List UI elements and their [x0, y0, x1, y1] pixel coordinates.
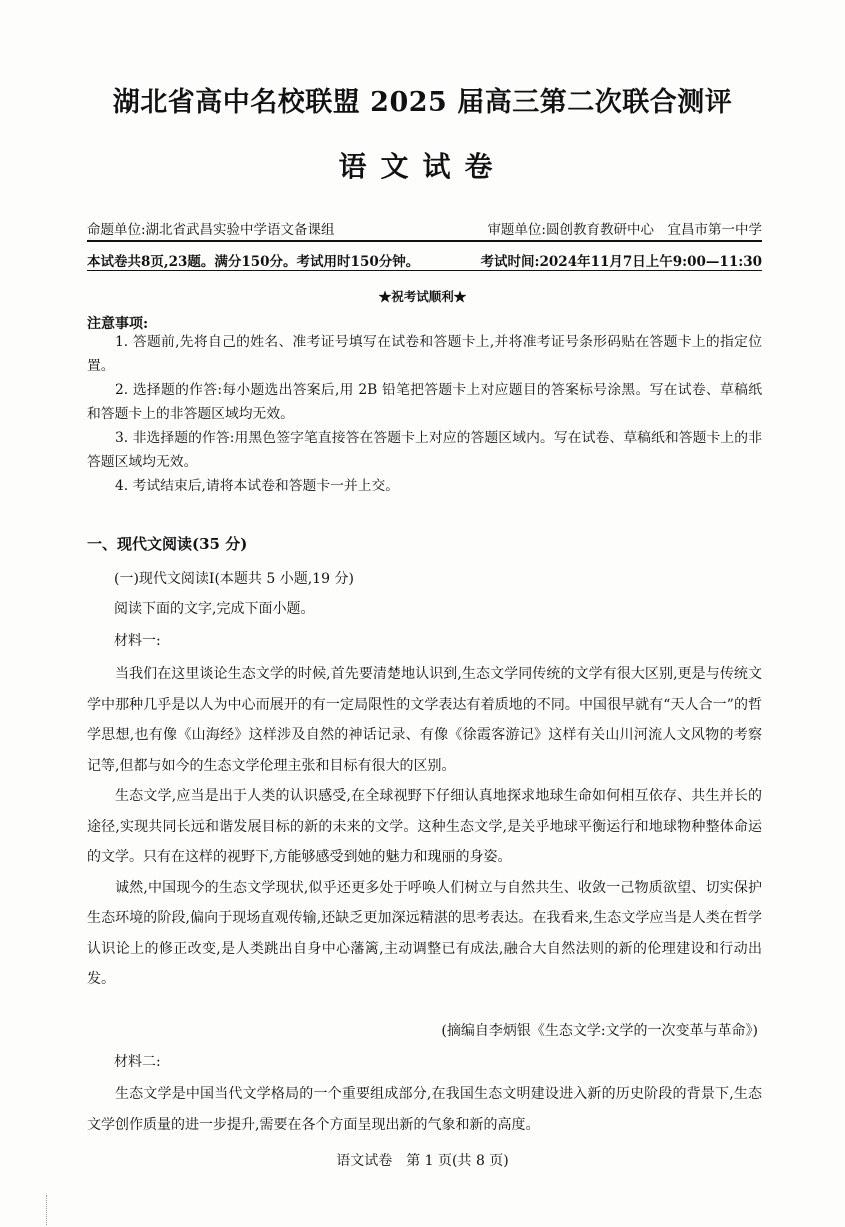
- section-heading: 一、现代文阅读(35 分): [87, 535, 248, 553]
- note-item: 2. 选择题的作答:每小题选出答案后,用 2B 铅笔把答题卡上对应题目的答案标号涂黑。写在试卷、草稿纸和答题卡上的非答题区域均无效。: [87, 382, 762, 422]
- material1-source: (摘编自李炳银《生态文学:文学的一次变革与革命》): [441, 1023, 758, 1039]
- exam-subject: 语文试卷: [338, 150, 507, 183]
- exam-title: 湖北省高中名校联盟 2025 届高三第二次联合测评: [112, 87, 733, 118]
- note-item: 1. 答题前,先将自己的姓名、准考证号填写在试卷和答题卡上,并将准考证号条形码贴在答题卡上的指定位置。: [87, 334, 762, 374]
- exam-time: 考试时间:2024年11月7日上午9:00—11:30: [480, 254, 762, 270]
- exam-info-line: [87, 250, 762, 271]
- binding-edge-mark: [46, 1195, 49, 1225]
- note-item: 4. 考试结束后,请将本试卷和答题卡一并上交。: [115, 478, 400, 494]
- note-item: 3. 非选择题的作答:用黑色签字笔直接答在答题卡上对应的答题区域内。写在试卷、草稿纸和答题卡上的非答题区域均无效。: [87, 430, 762, 470]
- paragraph: 诚然,中国现今的生态文学现状,似乎还更多处于呼唤人们树立与自然共生、收敛一己物质欲望、切实保护生态环境的阶段,偏向于现场直观传输,还缺乏更加深远精湛的思考表达。在我看来,生态文学应当是人类在哲学认识论上的修正改变,是人类跳出自身中心藩篱,主动调整已有成法,融合大自然法则的新的伦理建设和行动出发。: [87, 879, 762, 987]
- paragraph: 生态文学是中国当代文学格局的一个重要组成部分,在我国生态文明建设进入新的历史阶段的背景下,生态文学创作质量的进一步提升,需要在各个方面呈现出新的气象和新的高度。: [87, 1086, 762, 1133]
- proposer: 命题单位:湖北省武昌实验中学语文备课组: [87, 222, 335, 238]
- notes-title: 注意事项:: [87, 316, 149, 332]
- credits-line: [87, 218, 762, 242]
- reviewer: 审题单位:圆创教育教研中心 宜昌市第一中学: [487, 222, 762, 238]
- notes-list: [87, 330, 762, 498]
- page-footer: 语文试卷 第 1 页(共 8 页): [336, 1153, 509, 1169]
- exam-info: 本试卷共8页,23题。满分150分。考试用时150分钟。: [87, 254, 420, 270]
- material1-label: 材料一:: [114, 633, 161, 649]
- reading-instruction: 阅读下面的文字,完成下面小题。: [114, 601, 315, 617]
- paragraph: 当我们在这里谈论生态文学的时候,首先要清楚地认识到,生态文学同传统的文学有很大区别,更是与传统文学中那种几乎是以人为中心而展开的有一定局限性的文学表达有着质地的不同。中国很早就有“天人合一”的哲学思想,也有像《山海经》这样涉及自然的神话记录、有像《徐霞客游记》这样有关山川河流人文风物的考察记等,但都与如今的生态文学伦理主张和目标有很大的区别。: [87, 666, 762, 774]
- material2-label: 材料二:: [114, 1054, 161, 1070]
- subsection-heading: (一)现代文阅读Ⅰ(本题共 5 小题,19 分): [114, 571, 354, 587]
- paragraph: 生态文学,应当是出于人类的认识感受,在全球视野下仔细认真地探求地球生命如何相互依存、共生并长的途径,实现共同长远和谐发展目标的新的未来的文学。这种生态文学,是关乎地球平衡运行和地球物种整体命运的文学。只有在这样的视野下,方能够感受到她的魅力和瑰丽的身姿。: [87, 788, 762, 865]
- material1-text: [87, 659, 762, 995]
- material2-text: [87, 1079, 762, 1140]
- good-luck-note: ★祝考试顺利★: [378, 289, 467, 304]
